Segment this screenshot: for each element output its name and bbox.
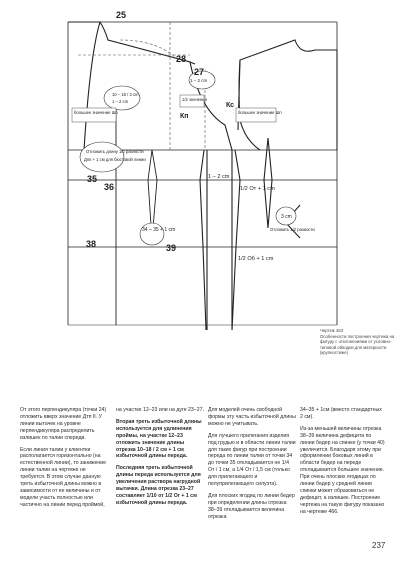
text-column-2: [116, 407, 204, 512]
paragraph: Для плоских ягодиц по линии бедер при определении длины отрезка 38–39 откладывается величина отрезка: [208, 492, 295, 520]
note-waist-value-right: большее значение Шп: [238, 110, 282, 115]
note-waist-value: большее значение Шп: [74, 110, 118, 115]
caption-title: Чертеж 453: [320, 328, 344, 333]
dim-neck: 10 – 18 / 2 cm: [112, 92, 139, 97]
point-ks: Кс: [226, 102, 235, 109]
note-small-2: Отложить 1/2 разности: [270, 227, 315, 232]
paragraph: Вторая треть избыточной длины используется для удлинения проймы, на участке 12–23 отложить значение длины отрезка 10–18 / 2 см + 1 см избыточной длины переда.: [116, 418, 202, 460]
point-38: 38: [86, 239, 97, 249]
dim-dart-3cm: 3 cm: [281, 214, 292, 220]
note-bust: Дпп + 1 см для бюстовой линии: [84, 157, 146, 162]
point-25: 25: [116, 10, 127, 20]
paragraph: Для моделей очень свободной формы эту часть избыточной длины можно не учитывать.: [208, 407, 296, 427]
paragraph: Если линия талии у клиентки располагается горизонтально (на естественной линии), то занижение линии талии на чертеже не требуется. В этом случае данную треть избыточной длины можно в зависимости от ее величины и от модели участь полностью или частично на линии перед проймой,: [20, 446, 107, 508]
dim-half-waist: 1/2 От + 1 cm: [240, 186, 275, 192]
paragraph: Последняя треть избыточной длины переда используется для увеличения раствора нагрудной вытачки. Длина отрезка 23–27 составляет 1/10 от 1/2 Ог + 1 см избыточной длины переда.: [116, 465, 201, 506]
paragraph: 34–35 + 1см (вместо стандартных 2 см).: [300, 407, 382, 420]
point-36: 36: [104, 182, 115, 192]
dim-front-tag: 1 – 2 cm: [190, 78, 208, 83]
dim-hip-dart: 34 – 35 + 1 cm: [142, 227, 176, 233]
point-27: 27: [194, 67, 205, 77]
text-column-1: [20, 407, 108, 514]
caption-text: Особенности построения чертежа на фигуру с отклонениями от условно-типовой обводки для матерности (крупностиже): [320, 333, 395, 356]
dim-slope: 1 – 2 cm: [112, 99, 129, 104]
text-column-3: [208, 407, 296, 526]
note-small: 1/2 значения: [182, 97, 207, 102]
page-number: 237: [372, 541, 386, 550]
dim-side-shift: 1 – 2 cm: [208, 174, 230, 180]
text-column-4: [300, 407, 386, 521]
paragraph: Из-за меньшей величины отрезка 38–39 величина дефицита по линии бедер на спинке (у точки 40) увеличится. Благодаря этому при оформлении боковых линий в области бедер на переде откладывается большее значение. При очень плоских ягодицах по линии бедер у средней линии спинки может образоваться не дефицит, а излишек. Построение чертежа на такую фигуру показано на чертеже 466.: [300, 425, 385, 515]
point-39: 39: [166, 243, 177, 253]
figure-caption: [320, 328, 398, 356]
point-35: 35: [87, 174, 98, 184]
note-dpn: Отложить длину 1/2 разности: [86, 149, 144, 154]
dim-half-hip: 1/2 Об + 1 cm: [238, 256, 274, 262]
paragraph: на участке 12–23 или на дуге 23–27.: [116, 407, 204, 413]
point-kp: Кп: [180, 113, 189, 120]
paragraph: Для лучшего прилегания изделия под грудью и в области линии талии для таких фигур при построении переда по линии талии от точки 34 до точки 35 откладывается не 1/4 От / 1 см, а 1/4 От / 1,5 см (только для прилегающего и полуприлегающего силуэта).: [208, 432, 296, 488]
point-28: 28: [176, 54, 187, 64]
paragraph: От этого перпендикуляра (точки 24) отложить вверх значение Дтп II. У линии вытачек на уровне перпендикуляра распределить излишек по талии спереди.: [20, 407, 107, 441]
